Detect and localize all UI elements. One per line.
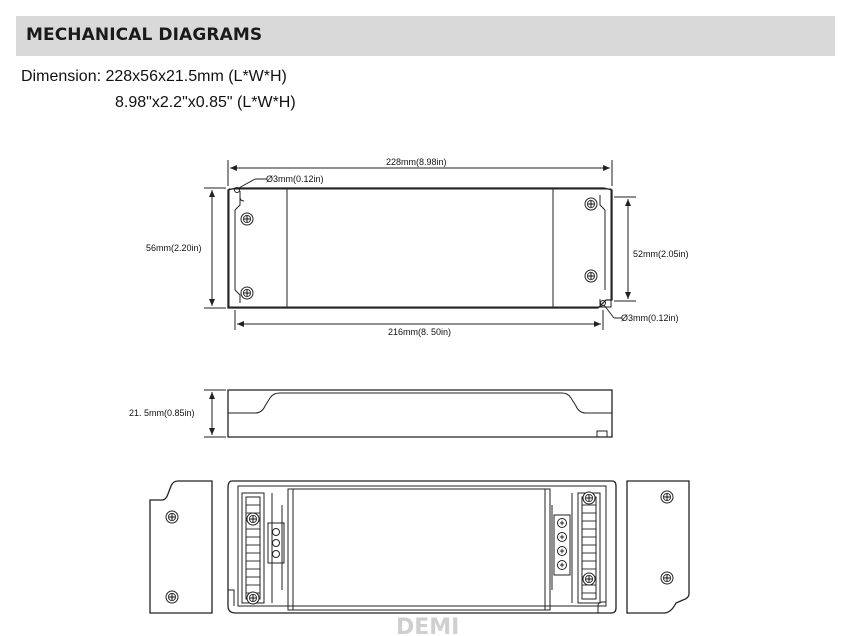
hole-diameter-bottom-label: Ø3mm(0.12in) <box>621 313 679 323</box>
mount-spacing-length-label: 216mm(8. 50in) <box>388 327 452 337</box>
mount-screw-icon <box>585 270 597 282</box>
end-cap-screw-icon <box>661 491 673 503</box>
side-view-outline <box>228 390 612 437</box>
terminal-screw-icon <box>583 492 595 504</box>
connector-nut-icon <box>558 519 567 528</box>
mount-screw-icon <box>585 198 597 210</box>
terminal-screw-icon <box>247 513 259 525</box>
connector-nut-icon <box>558 533 567 542</box>
left-end-cap <box>150 481 212 613</box>
end-cap-screw-icon <box>166 591 178 603</box>
right-end-cap <box>627 481 689 613</box>
mount-screw-icon <box>241 287 253 299</box>
hole-diameter-top-label: Ø3mm(0.12in) <box>266 174 324 184</box>
connector-nut-icon <box>558 561 567 570</box>
end-cap-screw-icon <box>661 572 673 584</box>
side-view <box>129 390 612 437</box>
section-title: MECHANICAL DIAGRAMS <box>26 25 263 45</box>
watermark: DEMI <box>396 615 460 636</box>
dimension-metric: Dimension: 228x56x21.5mm (L*W*H) <box>21 68 287 85</box>
top-view-outline <box>228 188 612 308</box>
end-cap-screw-icon <box>166 511 178 523</box>
overall-length-label: 228mm(8.98in) <box>386 157 447 167</box>
connector-nut-icon <box>558 547 567 556</box>
top-view <box>146 157 689 337</box>
mount-spacing-width-label: 52mm(2.05in) <box>633 249 689 259</box>
terminal-screw-icon <box>583 573 595 585</box>
interior-view <box>228 481 616 613</box>
height-label: 21. 5mm(0.85in) <box>129 408 195 418</box>
mount-screw-icon <box>241 213 253 225</box>
terminal-screw-icon <box>247 592 259 604</box>
top-view-body <box>229 189 611 307</box>
overall-width-label: 56mm(2.20in) <box>146 243 202 253</box>
dimension-imperial: 8.98"x2.2"x0.85" (L*W*H) <box>115 94 296 111</box>
